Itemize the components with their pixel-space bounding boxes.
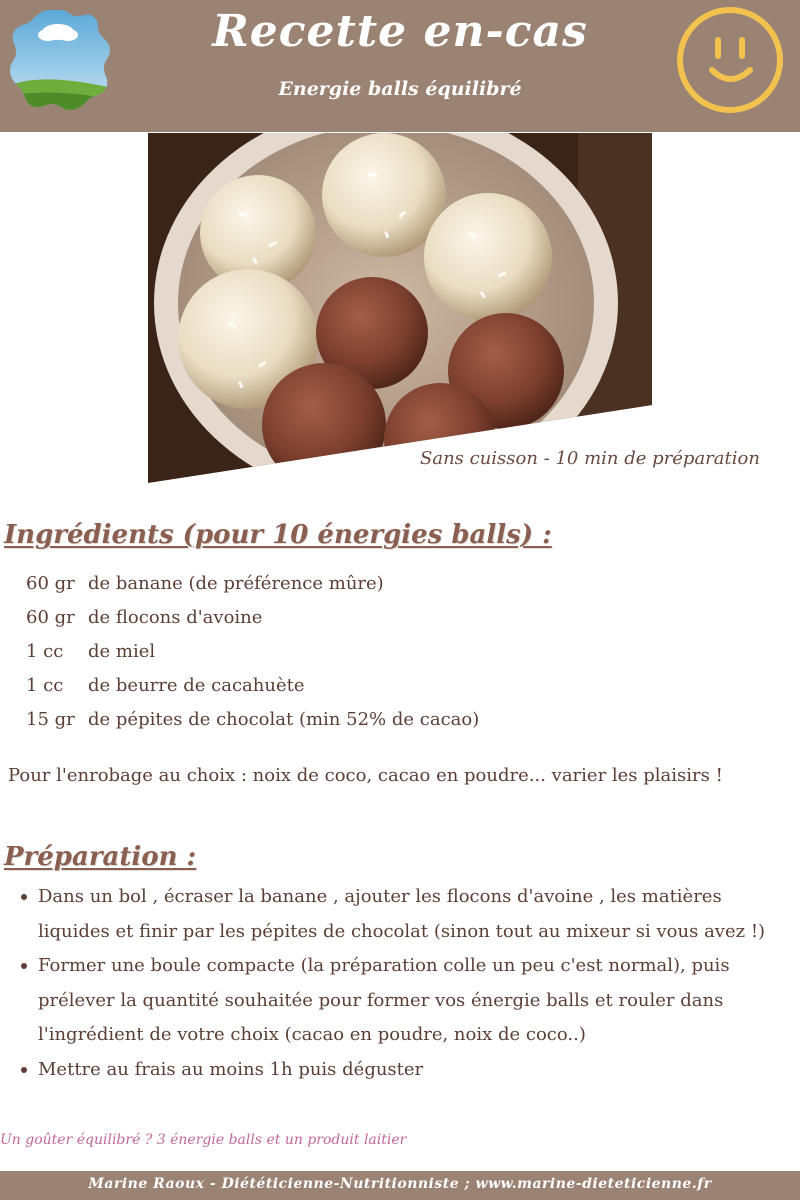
photo-caption: Sans cuisson - 10 min de préparation — [420, 448, 760, 469]
ingredient-item — [26, 600, 786, 634]
ingredient-item — [26, 702, 786, 736]
preparation-step — [20, 949, 792, 1053]
preparation-title: Préparation : — [4, 842, 197, 872]
header-banner — [0, 0, 800, 132]
coating-note: Pour l'enrobage au choix : noix de coco, cacao en poudre... varier les plaisirs ! — [8, 765, 723, 786]
ingredient-item — [26, 566, 786, 600]
footer-credits: Marine Raoux - Diététicienne-Nutritionniste ; www.marine-dieteticienne.fr — [88, 1176, 712, 1192]
energy-balls-bowl-photo — [148, 133, 652, 483]
footer-banner — [0, 1171, 800, 1200]
step-text: Dans un bol , écraser la banane , ajouter les flocons d'avoine , les matières liquides et finir par les pépites de chocolat (sinon tout au mixeur si vous avez !) — [38, 886, 766, 942]
ingredient-quantity: 15 gr — [26, 708, 75, 730]
ingredient-description: de pépites de chocolat (min 52% de cacao) — [88, 708, 480, 730]
page-subtitle: Energie balls équilibré — [278, 78, 522, 100]
bullet-icon — [21, 894, 27, 900]
bullet-icon — [21, 963, 27, 969]
preparation-step — [20, 880, 792, 949]
ingredient-description: de beurre de cacahuète — [88, 674, 305, 696]
ingredient-description: de flocons d'avoine — [88, 606, 263, 628]
snack-tip: Un goûter équilibré ? 3 énergie balls et un produit laitier — [0, 1132, 407, 1148]
ingredients-list — [26, 566, 786, 736]
ingredient-quantity: 1 cc — [26, 674, 64, 696]
ingredient-description: de miel — [88, 640, 156, 662]
ingredients-title: Ingrédients (pour 10 énergies balls) : — [4, 520, 552, 550]
ingredient-quantity: 60 gr — [26, 572, 75, 594]
preparation-step — [20, 1053, 792, 1088]
preparation-steps — [20, 880, 792, 1087]
step-text: Mettre au frais au moins 1h puis déguster — [38, 1058, 424, 1080]
ingredient-description: de banane (de préférence mûre) — [88, 572, 384, 594]
smiley-face-icon — [674, 4, 786, 116]
step-text: Former une boule compacte (la préparation colle un peu c'est normal), puis prélever la quantité souhaitée pour former vos énergie balls et rouler dans l'ingrédient de votre choix (cacao en poudre, noix de coco..) — [38, 955, 730, 1045]
page-title: Recette en-cas — [212, 6, 588, 57]
ingredient-item — [26, 668, 786, 702]
ingredient-quantity: 60 gr — [26, 606, 75, 628]
ingredient-item — [26, 634, 786, 668]
bullet-icon — [21, 1067, 27, 1073]
ingredient-quantity: 1 cc — [26, 640, 64, 662]
